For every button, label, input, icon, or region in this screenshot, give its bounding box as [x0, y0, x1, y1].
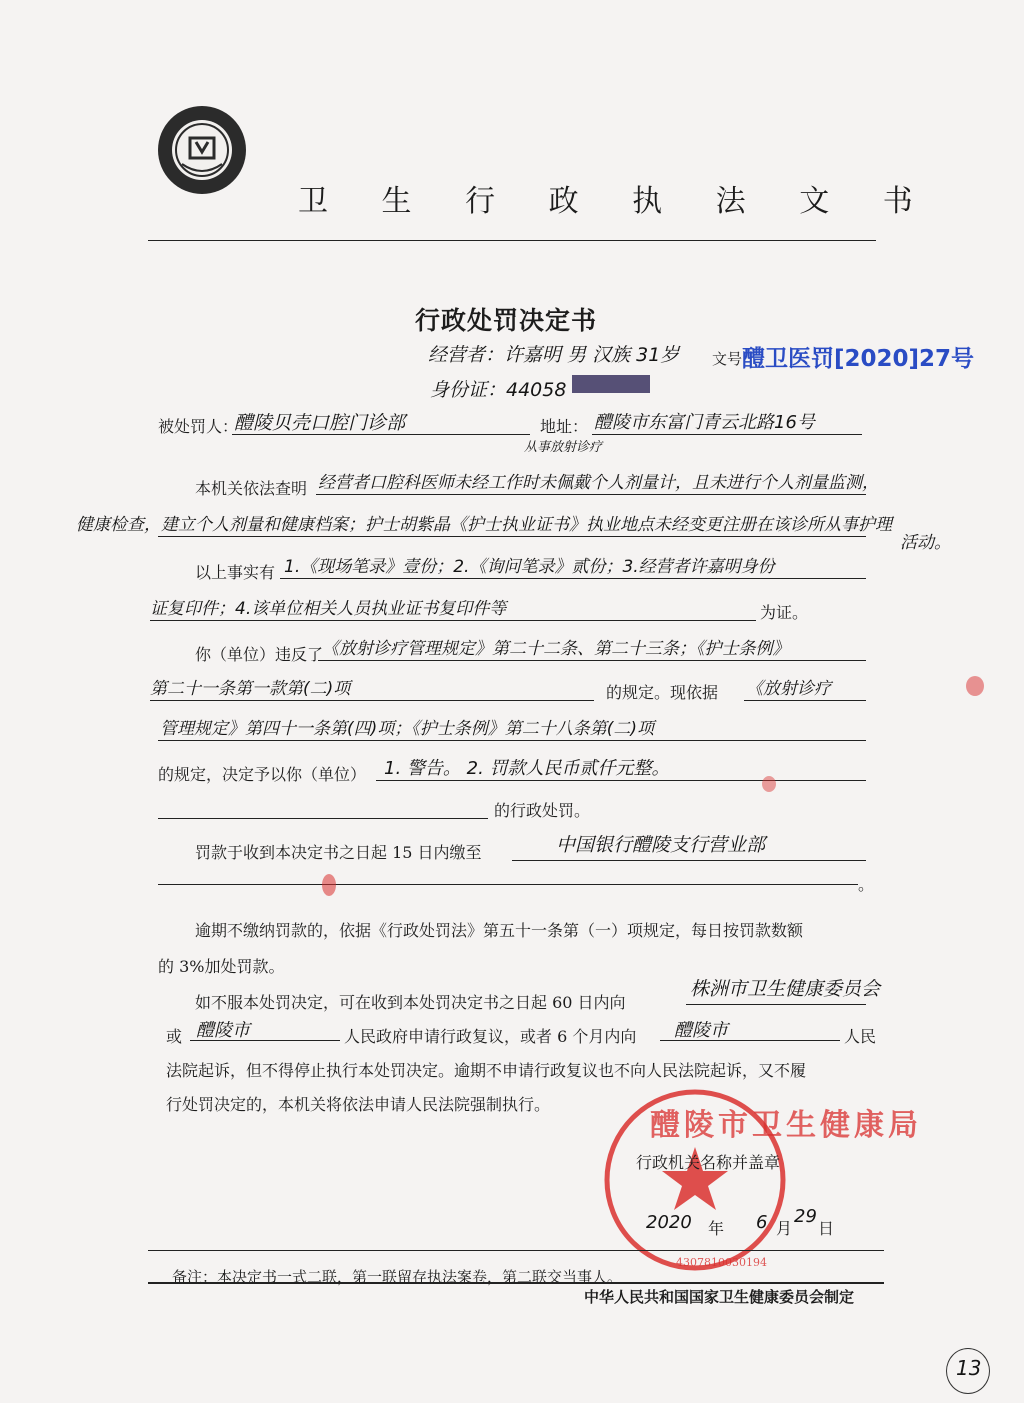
- payment-period: 。: [858, 875, 875, 894]
- doc-no-label: 文号: [712, 350, 743, 368]
- signature-label: 行政机关名称并盖章: [636, 1153, 781, 1172]
- appeal-underline-3: [660, 1040, 840, 1041]
- violation-underline-3: [744, 700, 866, 701]
- appeal-review-body: 株洲市卫生健康委员会: [690, 978, 881, 1000]
- violation-line-2: 第二十一条第一款第(二)项: [150, 679, 351, 699]
- document-title: 行政处罚决定书: [415, 306, 598, 335]
- sign-day-label: 日: [818, 1219, 835, 1238]
- issuer: 中华人民共和国国家卫生健康委员会制定: [584, 1288, 855, 1306]
- party-underline: [232, 434, 530, 435]
- violation-prefix: 你（单位）违反了: [195, 645, 324, 664]
- appeal-government: 醴陵市: [196, 1020, 250, 1041]
- facts-line-2: 健康检查，建立个人剂量和健康档案；护士胡紫晶《护士执业证书》执业地点未经变更注册在该诊所从事护理: [76, 515, 892, 535]
- ink-mark: [322, 874, 336, 896]
- payment-account: 中国银行醴陵支行营业部: [556, 834, 766, 856]
- ink-mark: [762, 776, 776, 792]
- payment-underline-2: [158, 884, 858, 885]
- facts-underline-1: [316, 494, 866, 495]
- sign-year: 2020: [646, 1212, 692, 1233]
- appeal-line-3: 人民: [844, 1027, 877, 1046]
- appeal-underline-2: [190, 1040, 340, 1041]
- violation-line-4: 管理规定》第四十一条第(四)项；《护士条例》第二十八条第(二)项: [160, 719, 655, 739]
- page-number: 13: [956, 1356, 982, 1380]
- payment-prefix: 罚款于收到本决定书之日起 15 日内缴至: [195, 843, 482, 862]
- appeal-line-1: 如不服本处罚决定，可在收到本处罚决定书之日起 60 日内向: [195, 993, 626, 1012]
- sign-year-label: 年: [708, 1219, 725, 1238]
- decision-suffix: 的行政处罚。: [494, 801, 591, 820]
- address-label: 地址：: [540, 417, 589, 436]
- sign-month: 6: [756, 1212, 768, 1233]
- appeal-or: 或: [166, 1027, 183, 1046]
- evidence-underline-2: [150, 620, 756, 621]
- appeal-underline-1: [686, 1004, 866, 1005]
- evidence-prefix: 以上事实有: [195, 563, 276, 582]
- footer-note: 备注：本决定书一式二联，第一联留存执法案卷，第二联交当事人。: [172, 1268, 623, 1286]
- footer-divider-top: [148, 1250, 884, 1251]
- violation-mid: 的规定。现依据: [606, 683, 719, 702]
- evidence-suffix: 为证。: [760, 603, 809, 622]
- health-commission-emblem-icon: [156, 104, 248, 196]
- violation-line-3: 《放射诊疗: [746, 679, 831, 699]
- facts-intro: 本机关依法查明: [195, 479, 308, 498]
- party-value: 醴陵贝壳口腔门诊部: [234, 412, 406, 434]
- decision-underline-2: [158, 818, 488, 819]
- sign-day: 29: [794, 1206, 817, 1227]
- overdue-line-2: 的 3%加处罚款。: [158, 957, 285, 976]
- decision-line-1: 1. 警告。 2. 罚款人民币贰仟元整。: [384, 758, 670, 779]
- evidence-line-1: 1.《现场笔录》壹份；2.《询问笔录》贰份；3.经营者许嘉明身份: [284, 557, 775, 577]
- violation-line-1: 《放射诊疗管理规定》第二十二条、第二十三条；《护士条例》: [322, 639, 790, 659]
- seal-text: 醴陵市卫生健康局: [650, 1108, 922, 1143]
- violation-underline-2: [150, 700, 594, 701]
- overdue-line-1: 逾期不缴纳罚款的，依据《行政处罚法》第五十一条第（一）项规定，每日按罚款数额: [195, 921, 804, 940]
- sign-month-label: 月: [776, 1219, 793, 1238]
- violation-underline-1: [318, 660, 866, 661]
- address-underline: [592, 434, 862, 435]
- evidence-line-2: 证复印件；4.该单位相关人员执业证书复印件等: [150, 599, 507, 619]
- facts-line-2-tail: 活动。: [900, 533, 951, 553]
- id-number: 身份证：44058: [430, 379, 567, 401]
- ink-mark: [966, 676, 984, 696]
- facts-line-1: 经营者口腔科医师未经工作时未佩戴个人剂量计，且未进行个人剂量监测，: [318, 473, 879, 493]
- appeal-court: 醴陵市: [674, 1020, 728, 1041]
- evidence-underline-1: [280, 578, 866, 579]
- seal-code: 4307810030194: [676, 1256, 767, 1269]
- decision-underline-1: [376, 780, 866, 781]
- footer-divider-bottom: [148, 1282, 884, 1284]
- appeal-line-4: 法院起诉，但不得停止执行本处罚决定。逾期不申请行政复议也不向人民法院起诉，又不履: [166, 1061, 807, 1080]
- decision-prefix: 的规定，决定予以你（单位）: [158, 765, 367, 784]
- appeal-line-2: 人民政府申请行政复议，或者 6 个月内向: [344, 1027, 637, 1046]
- header-divider: [148, 240, 876, 241]
- redaction-block: [572, 375, 650, 393]
- header-title: 卫 生 行 政 执 法 文 书: [298, 184, 935, 219]
- operator-info: 经营者：许嘉明 男 汉族 31岁: [428, 344, 680, 366]
- address-value: 醴陵市东富门青云北路16号: [594, 412, 815, 433]
- appeal-line-5: 行处罚决定的，本机关将依法申请人民法院强制执行。: [166, 1095, 551, 1114]
- payment-underline-1: [512, 860, 866, 861]
- facts-underline-2: [158, 536, 866, 537]
- party-label: 被处罚人：: [158, 417, 239, 436]
- doc-no-value: 醴卫医罚[2020]27号: [742, 346, 975, 372]
- violation-underline-4: [158, 740, 866, 741]
- address-note: 从事放射诊疗: [524, 440, 603, 455]
